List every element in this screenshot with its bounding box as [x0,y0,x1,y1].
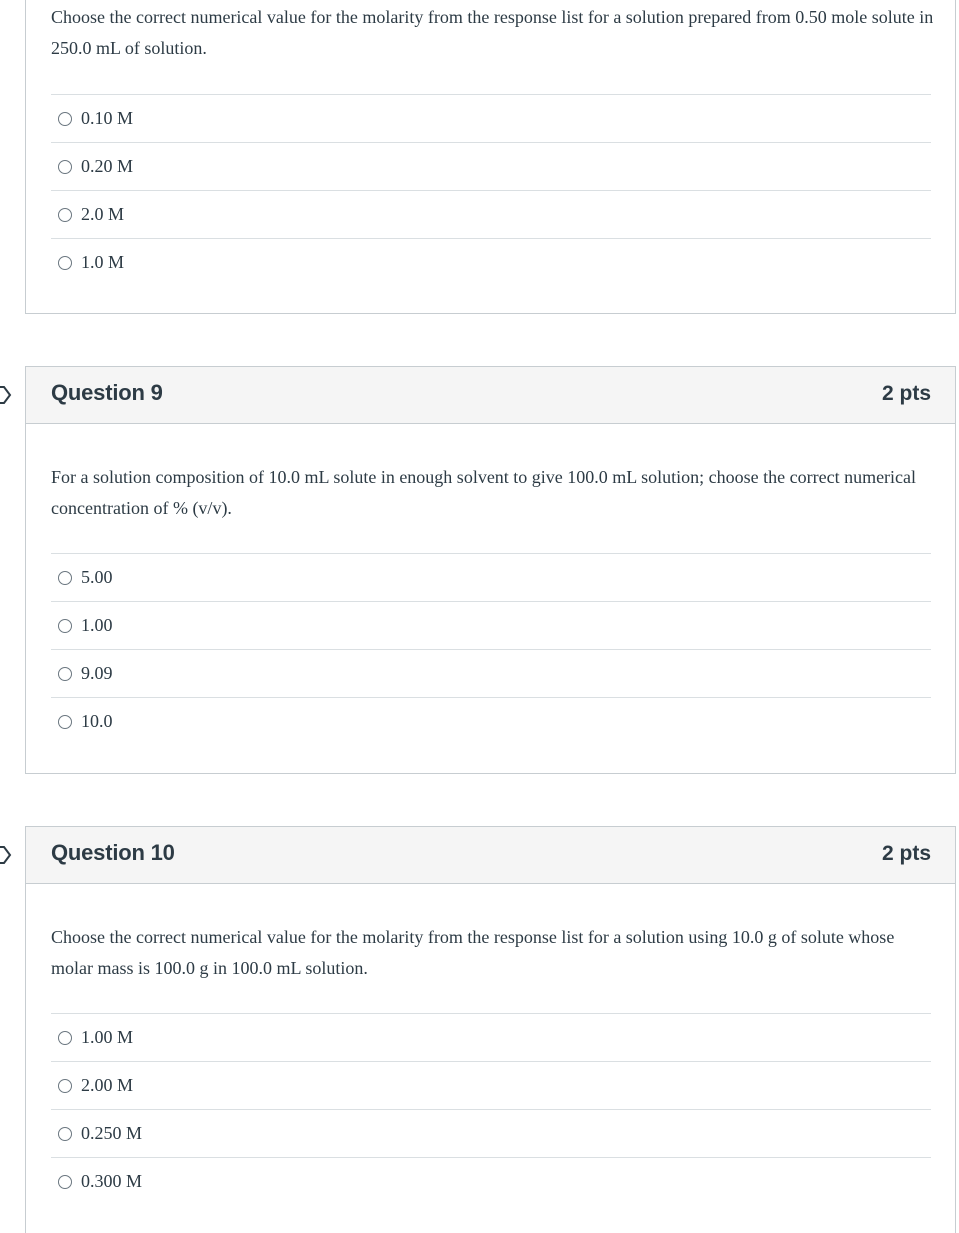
question-9-text: For a solution composition of 10.0 mL solute in enough solvent to give 100.0 mL solution; choose the correct numerical concentration of % (v/v). [51,467,917,518]
question-8-answers [51,94,931,286]
answer-option[interactable] [51,601,931,649]
answer-option[interactable] [51,649,931,697]
answer-label: 5.00 [81,567,113,587]
answer-label: 10.0 [81,711,113,731]
answer-label: 0.10 M [81,108,134,128]
answer-label: 9.09 [81,663,113,683]
answer-label: 2.0 M [81,204,125,224]
question-10-header [26,827,955,884]
question-10-answers [51,1013,931,1205]
answer-label: 1.00 M [81,1027,134,1047]
radio-button[interactable] [58,1175,72,1189]
radio-button[interactable] [58,715,72,729]
radio-button[interactable] [58,667,72,681]
answer-option[interactable] [51,1109,931,1157]
answer-option[interactable] [51,94,931,142]
answer-option[interactable] [51,1157,931,1205]
answer-option[interactable] [51,697,931,745]
answer-label: 1.00 [81,615,113,635]
question-title: Question 9 [51,380,163,405]
radio-button[interactable] [58,160,72,174]
answer-option[interactable] [51,238,931,286]
answer-label: 0.250 M [81,1123,143,1143]
radio-button[interactable] [58,1031,72,1045]
answer-label: 0.300 M [81,1171,143,1191]
radio-button[interactable] [58,571,72,585]
radio-button[interactable] [58,619,72,633]
radio-button[interactable] [58,1127,72,1141]
question-points: 2 pts [881,842,931,865]
radio-button[interactable] [58,256,72,270]
radio-button[interactable] [58,208,72,222]
flag-question-icon[interactable] [0,386,12,404]
question-points: 2 pts [881,382,931,405]
answer-option[interactable] [51,553,931,601]
radio-button[interactable] [58,112,72,126]
answer-option[interactable] [51,190,931,238]
radio-button[interactable] [58,1079,72,1093]
question-title: Question 10 [51,840,175,865]
question-9-card [25,366,956,774]
question-10-text: Choose the correct numerical value for the molarity from the response list for a solution using 10.0 g of solute whose molar mass is 100.0 g in 100.0 mL solution. [51,927,895,978]
answer-label: 0.20 M [81,156,134,176]
answer-option[interactable] [51,1013,931,1061]
answer-option[interactable] [51,142,931,190]
question-8-text: Choose the correct numerical value for the molarity from the response list for a solution prepared from 0.50 mole solute in 250.0 mL of solution. [51,7,934,58]
question-8-card [25,0,956,314]
flag-question-icon[interactable] [0,846,12,864]
answer-option[interactable] [51,1061,931,1109]
question-9-header [26,367,955,424]
answer-label: 1.0 M [81,252,125,272]
answer-label: 2.00 M [81,1075,134,1095]
question-9-answers [51,553,931,745]
question-10-card [25,826,956,1233]
